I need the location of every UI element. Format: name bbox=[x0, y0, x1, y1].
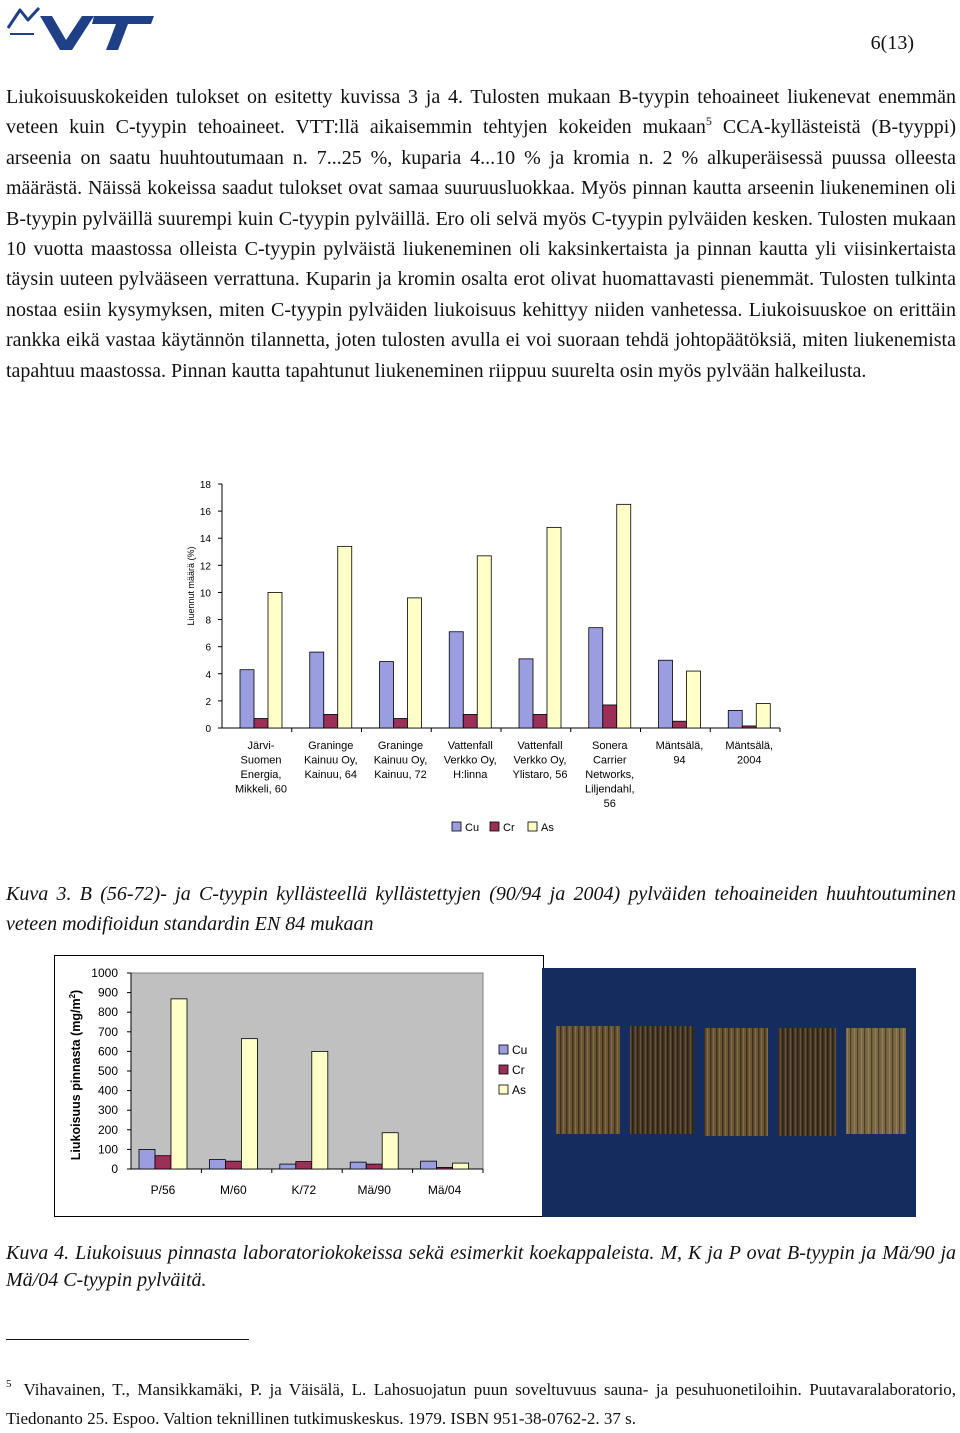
y-tick-label: 8 bbox=[205, 615, 211, 627]
y-tick-label: 6 bbox=[205, 642, 211, 654]
category-label: Kainuu, 72 bbox=[374, 769, 427, 781]
bar-as bbox=[547, 527, 561, 728]
y-tick-label: 0 bbox=[111, 1162, 118, 1176]
bar-cu bbox=[589, 628, 603, 728]
category-label: Networks, bbox=[585, 769, 635, 781]
figure4-chart bbox=[54, 955, 544, 1217]
category-label: Mäntsälä, bbox=[725, 740, 774, 752]
footnote-reference: 5 bbox=[705, 114, 712, 129]
category-label: Verkko Oy, bbox=[443, 754, 497, 767]
body-paragraph bbox=[6, 82, 956, 386]
footnote-separator bbox=[6, 1339, 249, 1340]
footnote-number: 5 bbox=[6, 1378, 12, 1390]
bar-cr bbox=[324, 714, 338, 728]
body-text-part2: CCA-kyllästeistä (B-tyyppi) arseenia on saatu huuhtoutumaan n. 7...25 %, kuparia 4...10 % ja kromia n. 2 % alkuperäisessä puussa olleesta määrästä. Näissä kokeissa saadut tulokset ovat samaa suuruusluokkaa. Myös pinnan kautta arseenin liukeneminen oli B-tyypin pylväillä suurempi kuin C-tyypin pylväillä. Ero oli selvä myös C-tyypin pylväiden kesken. Tulosten mukaan 10 vuotta maastossa olleista C-tyypin pylväistä liukeneminen oli kaksinkertaista ja pinnan kautta yli viisinkertaista täysin uuteen pylvääseen verrattuna. Kuparin ja kromin osalta erot olivat huomattavasti pienemmät. Tulosten tulkinta nostaa esiin kysymyksen, miten C-tyypin pylväiden liukoisuus kehittyy niiden vanhetessa. Liukoisuuskoe on erittäin rankka eikä vastaa käytännön tilannetta, joten tulosten avulla ei voi suoraan tehdä johtopäätöksiä, miten liukenemista tapahtuu maastossa. Pinnan kautta tapahtunut liukeneminen riippuu suurelta osin myös pylvään halkeilusta. bbox=[6, 116, 956, 382]
category-label: Ylistaro, 56 bbox=[512, 769, 568, 781]
y-tick-label: 1000 bbox=[91, 966, 118, 980]
y-tick-label: 500 bbox=[97, 1064, 118, 1078]
bar-cr bbox=[296, 1162, 312, 1169]
legend-label-as: As bbox=[512, 1083, 527, 1097]
page-number: 6(13) bbox=[870, 32, 914, 54]
legend-swatch-cu bbox=[499, 1045, 508, 1054]
legend-swatch-cu bbox=[452, 822, 461, 831]
sample-piece-5 bbox=[846, 1028, 906, 1134]
y-tick-label: 4 bbox=[205, 669, 211, 681]
vtt-logo bbox=[6, 4, 156, 54]
category-label: Mäntsälä, bbox=[655, 740, 704, 752]
category-label: Mä/90 bbox=[357, 1183, 391, 1197]
sample-piece-4 bbox=[778, 1028, 836, 1136]
footnote bbox=[6, 1375, 956, 1433]
bar-as bbox=[241, 1039, 257, 1169]
sample-piece-2 bbox=[630, 1026, 694, 1134]
bar-as bbox=[756, 704, 770, 728]
bar-cr bbox=[603, 705, 617, 728]
figure3-chart bbox=[150, 470, 810, 845]
bar-as bbox=[338, 546, 352, 728]
legend-label-cr: Cr bbox=[512, 1063, 525, 1077]
y-tick-label: 16 bbox=[199, 507, 211, 519]
bar-cr bbox=[254, 719, 268, 728]
bar-cr bbox=[394, 719, 408, 728]
category-label: K/72 bbox=[291, 1183, 317, 1197]
legend-swatch-cr bbox=[499, 1065, 508, 1074]
sample-pieces-photo bbox=[542, 968, 916, 1217]
y-tick-label: 600 bbox=[97, 1044, 118, 1059]
footnote-text: Vihavainen, T., Mansikkamäki, P. ja Väisälä, L. Lahosuojatun puun soveltuvuus sauna- ja pesuhuonetiloihin. Puutavaralaboratorio, Tiedonanto 25. Espoo. Valtion teknillinen tutkimuskeskus. 1979. ISBN 951-38-0762-2. 37 s. bbox=[6, 1380, 956, 1428]
bar-cr bbox=[225, 1161, 241, 1169]
category-label: 2004 bbox=[737, 754, 762, 767]
bar-as bbox=[408, 598, 422, 728]
category-label: H:linna bbox=[453, 769, 488, 781]
category-label: Carrier bbox=[592, 754, 627, 767]
y-tick-label: 14 bbox=[199, 534, 211, 546]
category-label: Sonera bbox=[592, 740, 628, 752]
y-tick-label: 12 bbox=[199, 561, 211, 573]
legend-swatch-cr bbox=[490, 822, 499, 831]
bar-cu bbox=[240, 670, 254, 728]
bar-cr bbox=[155, 1156, 171, 1169]
category-label: Kainuu Oy, bbox=[303, 754, 358, 767]
bar-as bbox=[171, 999, 187, 1169]
legend-label-as: As bbox=[541, 822, 554, 834]
category-label: Mä/04 bbox=[427, 1183, 462, 1197]
y-tick-label: 200 bbox=[97, 1122, 118, 1137]
bar-cu bbox=[659, 660, 673, 728]
bar-cr bbox=[742, 726, 756, 728]
category-label: Suomen bbox=[240, 754, 282, 767]
category-label: Järvi- bbox=[247, 740, 275, 752]
bar-as bbox=[477, 556, 491, 728]
category-label: Vattenfall bbox=[517, 740, 563, 752]
category-label: Energia, bbox=[240, 769, 282, 781]
sample-piece-1 bbox=[556, 1026, 620, 1134]
y-tick-label: 900 bbox=[97, 985, 118, 1000]
y-tick-label: 10 bbox=[199, 588, 211, 600]
bar-cr bbox=[366, 1164, 382, 1169]
bar-as bbox=[687, 671, 701, 728]
legend-label-cu: Cu bbox=[512, 1043, 528, 1057]
category-label: Kainuu, 64 bbox=[304, 769, 358, 781]
y-tick-label: 100 bbox=[97, 1142, 118, 1157]
y-axis-label: Liuennut määrä (%) bbox=[186, 546, 196, 626]
bar-as bbox=[312, 1051, 328, 1169]
category-label: Graninge bbox=[377, 740, 424, 752]
bar-cr bbox=[437, 1167, 453, 1169]
category-label: Verkko Oy, bbox=[513, 754, 567, 767]
legend-label-cr: Cr bbox=[503, 822, 515, 834]
bar-cr bbox=[673, 721, 687, 728]
sample-piece-3 bbox=[704, 1028, 768, 1136]
bar-cu bbox=[449, 632, 463, 728]
category-label: Vattenfall bbox=[447, 740, 493, 752]
bar-cr bbox=[533, 714, 547, 728]
bar-as bbox=[268, 592, 282, 728]
category-label: Mikkeli, 60 bbox=[235, 783, 287, 796]
y-axis-label: Liukoisuus pinnasta $(mg/m^2)$ bbox=[68, 989, 83, 1161]
y-tick-label: 300 bbox=[97, 1103, 118, 1118]
y-tick-label: 400 bbox=[97, 1083, 118, 1098]
body-text-part1: Liukoisuuskokeiden tulokset on esitetty kuvissa 3 ja 4. Tulosten mukaan B-tyypin tehoaineet liukenevat enemmän veteen kuin C-tyypin tehoaineet. VTT:llä aikaisemmin tehtyjen kokeiden mukaan bbox=[6, 86, 956, 139]
bar-cu bbox=[421, 1161, 437, 1169]
y-tick-label: 2 bbox=[205, 696, 211, 708]
category-label: M/60 bbox=[220, 1183, 247, 1197]
legend-swatch-as bbox=[528, 822, 537, 831]
category-label: Kainuu Oy, bbox=[373, 754, 428, 767]
bar-cr bbox=[463, 714, 477, 728]
bar-cu bbox=[139, 1149, 155, 1169]
bar-as bbox=[382, 1133, 398, 1169]
legend-label-cu: Cu bbox=[465, 822, 480, 834]
y-tick-label: 700 bbox=[97, 1024, 118, 1039]
bar-cu bbox=[280, 1164, 296, 1169]
category-label: 94 bbox=[673, 754, 686, 767]
y-tick-label: 800 bbox=[97, 1005, 118, 1020]
bar-as bbox=[617, 504, 631, 728]
bar-as bbox=[453, 1163, 469, 1169]
bar-cu bbox=[728, 710, 742, 728]
category-label: 56 bbox=[603, 798, 616, 810]
y-tick-label: 18 bbox=[199, 480, 211, 491]
figure4-caption: Kuva 4. Liukoisuus pinnasta laboratoriokokeissa sekä esimerkit koekappaleista. M, K ja P ovat B-tyypin ja Mä/90 ja Mä/04 C-tyypin pylväitä. bbox=[6, 1242, 956, 1291]
category-label: Liljendahl, bbox=[584, 783, 635, 796]
bar-cu bbox=[519, 659, 533, 728]
category-label: P/56 bbox=[150, 1183, 176, 1197]
bar-cu bbox=[350, 1162, 366, 1169]
category-label: Graninge bbox=[308, 740, 354, 752]
bar-cu bbox=[209, 1160, 225, 1169]
bar-cu bbox=[380, 662, 394, 728]
y-tick-label: 0 bbox=[205, 724, 211, 735]
figure3-caption: Kuva 3. B (56-72)- ja C-tyypin kyllästeellä kyllästettyjen (90/94 ja 2004) pylväiden tehoaineiden huuhtoutuminen veteen modifioidun standardin EN 84 mukaan bbox=[6, 883, 956, 935]
bar-cu bbox=[310, 652, 324, 728]
legend-swatch-as bbox=[499, 1085, 508, 1094]
